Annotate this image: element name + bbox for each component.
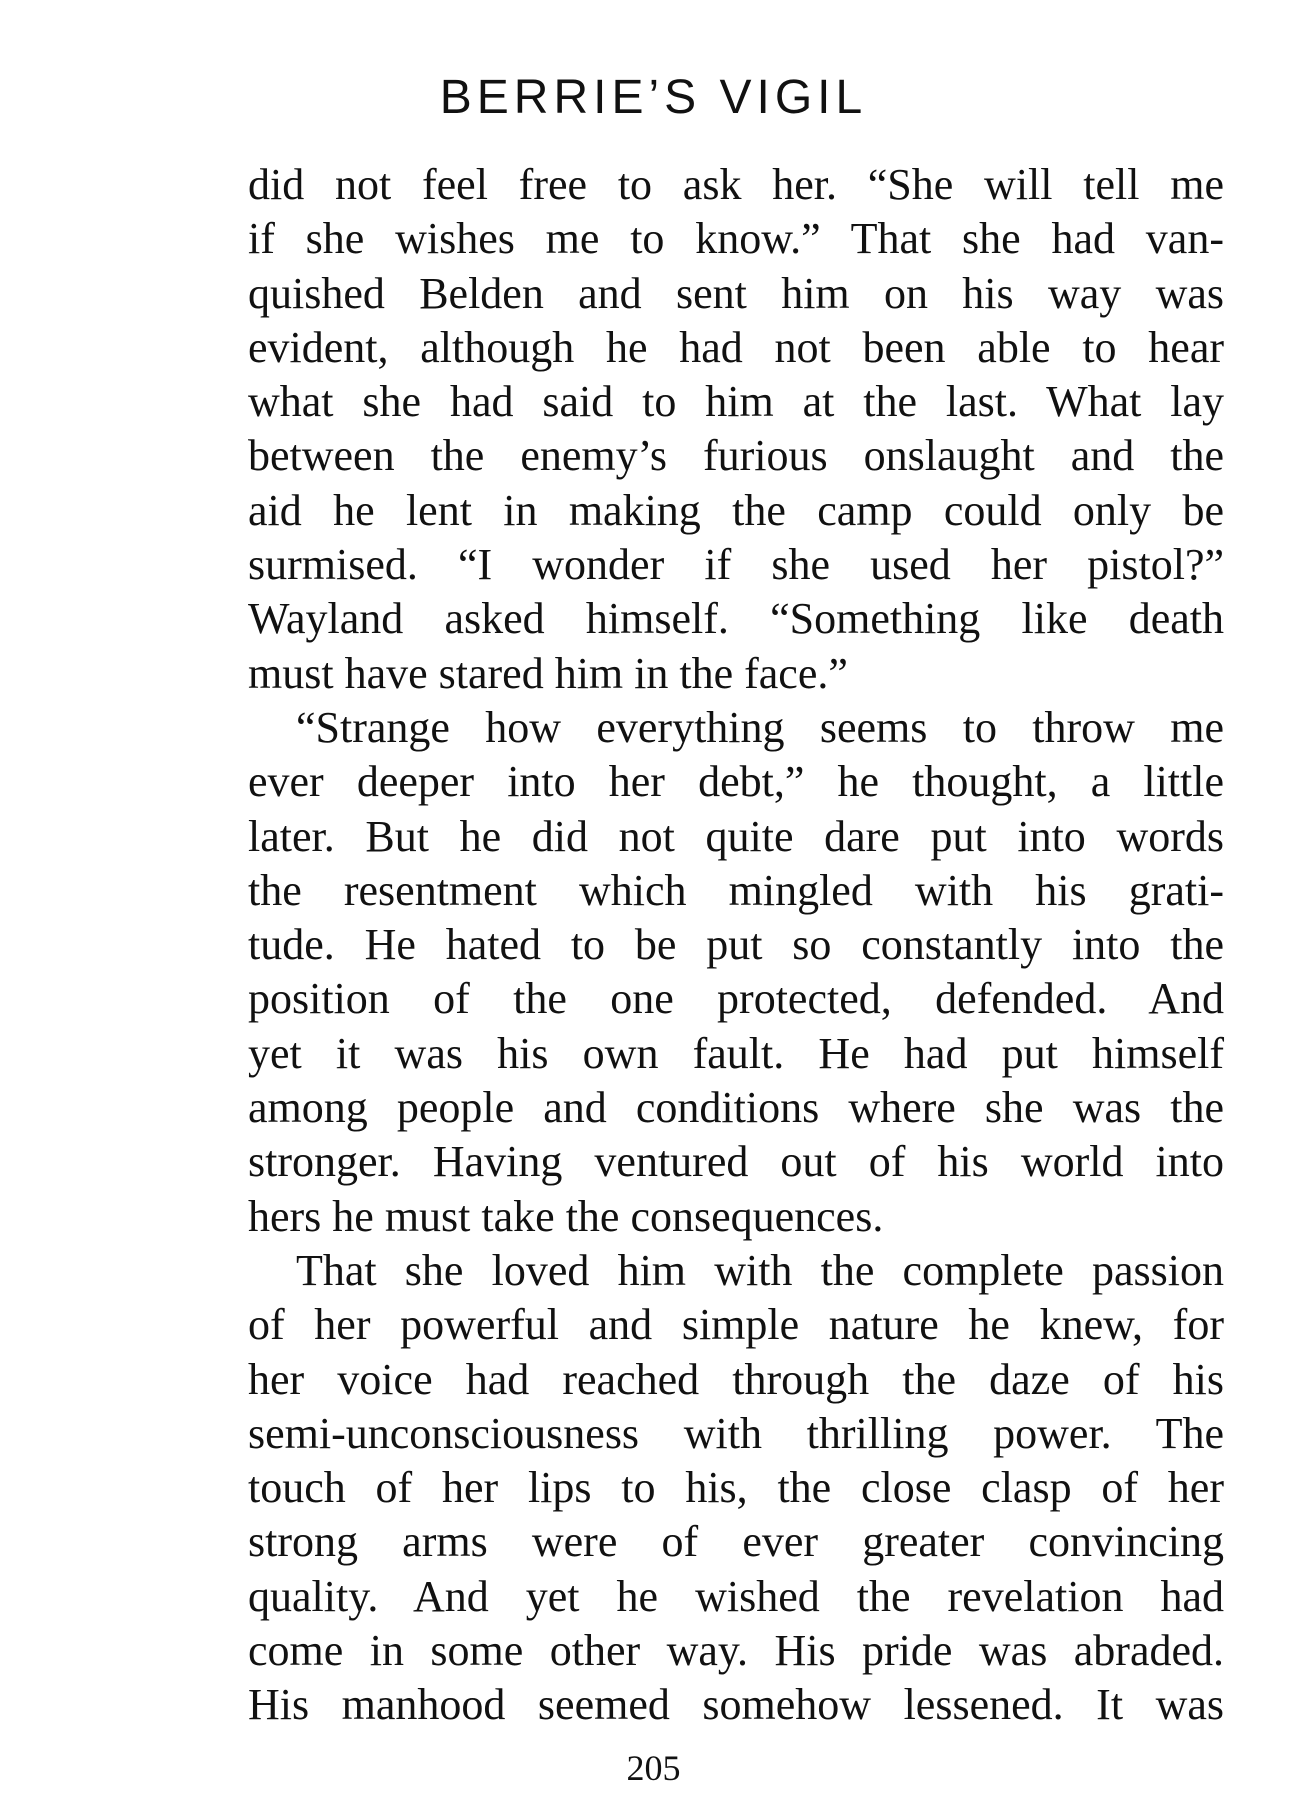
paragraph [248, 1244, 1224, 1733]
text-line: her voice had reached through the daze of his [248, 1354, 1224, 1404]
text-line: stronger. Having ventured out of his world into [248, 1137, 1224, 1187]
page-number: 205 [626, 1748, 681, 1788]
text-line: “Strange how everything seems to throw me [296, 702, 1224, 752]
paragraph [248, 158, 1224, 701]
text-line: yet it was his own fault. He had put himself [248, 1028, 1224, 1078]
text-line: come in some other way. His pride was abraded. [248, 1626, 1224, 1676]
text-line: ever deeper into her debt,” he thought, a little [248, 757, 1224, 807]
text-line: Wayland asked himself. “Something like death [248, 594, 1224, 644]
running-title: BERRIE’S VIGIL [439, 71, 868, 124]
text-line: tude. He hated to be put so constantly into the [248, 920, 1224, 970]
text-line: between the enemy’s furious onslaught and the [248, 431, 1224, 481]
text-line: That she loved him with the complete passion [296, 1245, 1224, 1295]
text-line: the resentment which mingled with his grati- [248, 865, 1224, 915]
text-line: of her powerful and simple nature he knew, for [248, 1300, 1224, 1350]
body-text [248, 158, 1224, 1733]
text-line: if she wishes me to know.” That she had van- [248, 214, 1224, 264]
text-line: did not feel free to ask her. “She will tell me [248, 160, 1224, 209]
text-line: position of the one protected, defended. And [248, 974, 1224, 1024]
text-line: touch of her lips to his, the close clasp of her [248, 1463, 1224, 1513]
text-line: must have stared him in the face.” [248, 648, 848, 698]
text-line: quished Belden and sent him on his way was [248, 268, 1224, 318]
text-line: among people and conditions where she was the [248, 1083, 1224, 1133]
text-line: surmised. “I wonder if she used her pistol?” [248, 540, 1224, 590]
text-line: evident, although he had not been able to hear [248, 322, 1224, 372]
text-line: what she had said to him at the last. What lay [248, 377, 1224, 427]
text-line: later. But he did not quite dare put into words [248, 811, 1224, 861]
text-line: semi-unconsciousness with thrilling power. The [248, 1408, 1224, 1458]
text-line: strong arms were of ever greater convincing [248, 1517, 1224, 1567]
text-line: aid he lent in making the camp could only be [248, 485, 1224, 535]
text-line: quality. And yet he wished the revelation had [248, 1571, 1224, 1621]
text-line: His manhood seemed somehow lessened. It was [248, 1680, 1224, 1730]
text-line: hers he must take the consequences. [248, 1191, 884, 1241]
paragraph [248, 701, 1224, 1244]
